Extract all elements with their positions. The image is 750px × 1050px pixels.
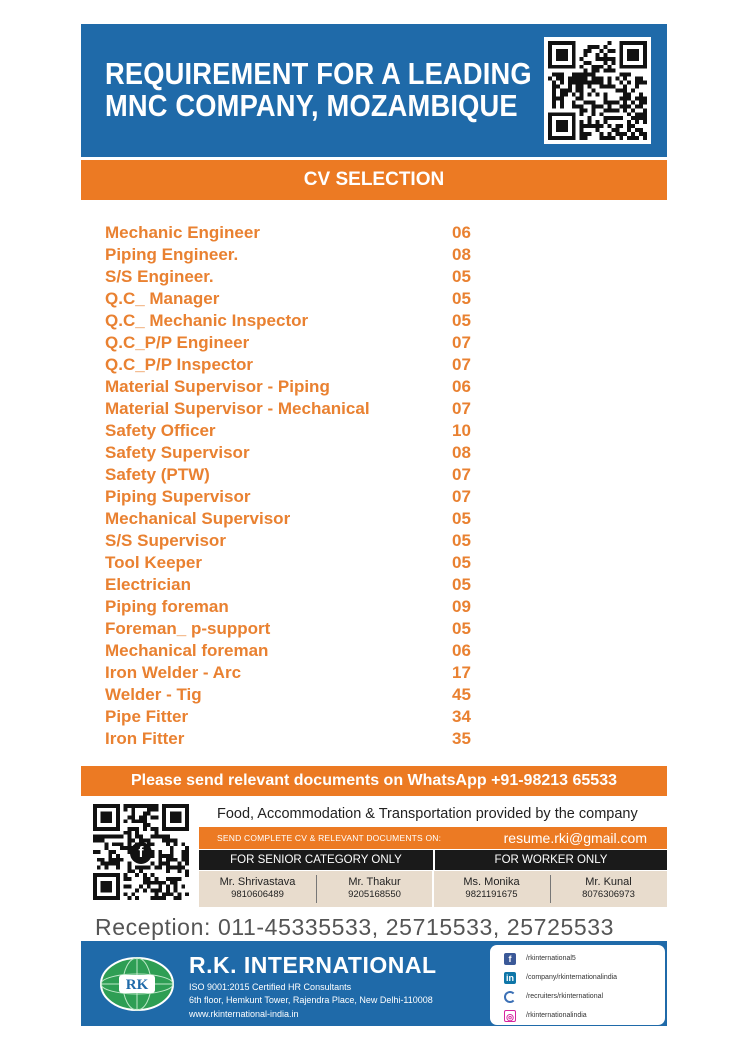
- contact-divider: [550, 875, 551, 903]
- website-link[interactable]: www.rkinternational-india.in: [189, 1009, 299, 1019]
- job-title: Mechanical Supervisor: [105, 509, 291, 528]
- contact-cell: [550, 871, 667, 907]
- send-cv-label: SEND COMPLETE CV & RELEVANT DOCUMENTS ON:: [217, 833, 442, 843]
- job-row: [105, 332, 485, 354]
- job-count: 07: [452, 355, 471, 374]
- facebook-badge-icon: f: [130, 842, 152, 864]
- facebook-icon: f: [504, 953, 516, 965]
- job-count: 07: [452, 487, 471, 506]
- job-row: [105, 464, 485, 486]
- contact-table: [199, 871, 667, 907]
- footer: [81, 941, 667, 1026]
- facebook-qr-code-icon[interactable]: [93, 804, 189, 900]
- header-title-line1: REQUIREMENT FOR A LEADING: [105, 56, 532, 91]
- job-title: Iron Fitter: [105, 729, 185, 748]
- job-row: [105, 376, 485, 398]
- job-title: S/S Engineer.: [105, 267, 214, 286]
- job-row: [105, 486, 485, 508]
- job-row: [105, 684, 485, 706]
- job-count: 06: [452, 377, 471, 396]
- whatsapp-banner: Please send relevant documents on WhatsApp +91-98213 65533: [81, 766, 667, 796]
- job-count: 08: [452, 443, 471, 462]
- job-list: [105, 222, 485, 750]
- job-title: Q.C_P/P Inspector: [105, 355, 254, 374]
- contact-name: Mr. Thakur: [348, 876, 401, 888]
- social-handle: /rkinternational5: [526, 955, 576, 962]
- send-cv-bar: [199, 827, 667, 849]
- certification-text: ISO 9001:2015 Certified HR Consultants: [189, 982, 352, 992]
- social-handle: /recruiters/rkinternational: [526, 993, 604, 1000]
- job-row: [105, 398, 485, 420]
- job-count: 07: [452, 399, 471, 418]
- contact-name: Mr. Kunal: [585, 876, 632, 888]
- job-count: 06: [452, 641, 471, 660]
- job-count: 35: [452, 729, 471, 748]
- job-count: 05: [452, 267, 471, 286]
- job-row: [105, 618, 485, 640]
- qr-code-icon[interactable]: [544, 37, 651, 144]
- job-row: [105, 574, 485, 596]
- job-title: Iron Welder - Arc: [105, 663, 242, 682]
- job-count: 05: [452, 575, 471, 594]
- worker-category-label: FOR WORKER ONLY: [494, 854, 608, 866]
- job-title: Safety Officer: [105, 421, 216, 440]
- contact-name: Mr. Shrivastava: [219, 876, 296, 888]
- contact-phone[interactable]: 9821191675: [465, 889, 518, 900]
- contact-phone[interactable]: 9205168550: [348, 889, 401, 900]
- job-row: [105, 596, 485, 618]
- job-row: [105, 288, 485, 310]
- linkedin-icon: in: [506, 973, 514, 983]
- job-title: Welder - Tig: [105, 685, 202, 704]
- job-title: S/S Supervisor: [105, 531, 226, 550]
- job-count: 05: [452, 531, 471, 550]
- job-count: 34: [452, 707, 471, 726]
- job-title: Foreman_ p-support: [105, 619, 271, 638]
- job-title: Q.C_ Mechanic Inspector: [105, 311, 309, 330]
- header-title: [105, 58, 532, 122]
- job-row: [105, 662, 485, 684]
- job-count: 05: [452, 553, 471, 572]
- contact-cell: [199, 871, 316, 907]
- job-row: [105, 266, 485, 288]
- job-row: [105, 310, 485, 332]
- job-title: Material Supervisor - Piping: [105, 377, 330, 396]
- job-title: Q.C_ Manager: [105, 289, 220, 308]
- job-row: [105, 640, 485, 662]
- job-row: [105, 552, 485, 574]
- job-row: [105, 244, 485, 266]
- job-title: Piping Supervisor: [105, 487, 251, 506]
- poster: [81, 24, 667, 1026]
- job-title: Tool Keeper: [105, 553, 202, 572]
- contact-divider: [316, 875, 317, 903]
- job-row: [105, 222, 485, 244]
- contact-name: Ms. Monika: [463, 876, 520, 888]
- job-count: 06: [452, 223, 471, 242]
- job-count: 10: [452, 421, 471, 440]
- contact-cell: [433, 871, 550, 907]
- contact-phone[interactable]: 8076306973: [582, 889, 635, 900]
- contact-cell: [316, 871, 433, 907]
- job-row: [105, 728, 485, 750]
- rk-globe-logo: [97, 956, 177, 1012]
- job-title: Electrician: [105, 575, 191, 594]
- company-name: R.K. INTERNATIONAL: [189, 952, 437, 978]
- cv-selection-band: CV SELECTION: [81, 160, 667, 200]
- job-count: 09: [452, 597, 471, 616]
- logo-text: RK: [125, 977, 149, 993]
- job-count: 07: [452, 333, 471, 352]
- job-count: 45: [452, 685, 471, 704]
- job-title: Material Supervisor - Mechanical: [105, 399, 370, 418]
- job-title: Safety (PTW): [105, 465, 210, 484]
- job-count: 05: [452, 509, 471, 528]
- job-count: 17: [452, 663, 471, 682]
- address-text: 6th floor, Hemkunt Tower, Rajendra Place, New Delhi-110008: [189, 995, 433, 1005]
- benefits-text: Food, Accommodation & Transportation provided by the company: [217, 806, 638, 822]
- job-count: 07: [452, 465, 471, 484]
- job-count: 05: [452, 311, 471, 330]
- job-title: Q.C_P/P Engineer: [105, 333, 250, 352]
- job-title: Mechanical foreman: [105, 641, 269, 660]
- instagram-icon: ◎: [504, 1010, 516, 1022]
- job-row: [105, 530, 485, 552]
- job-row: [105, 706, 485, 728]
- job-title: Safety Supervisor: [105, 443, 250, 462]
- job-title: Piping Engineer.: [105, 245, 239, 264]
- contact-phone[interactable]: 9810606489: [231, 889, 284, 900]
- job-title: Pipe Fitter: [105, 707, 189, 726]
- job-row: [105, 420, 485, 442]
- job-count: 05: [452, 619, 471, 638]
- job-count: 05: [452, 289, 471, 308]
- email-link[interactable]: resume.rki@gmail.com: [503, 830, 647, 846]
- header-banner: [81, 24, 667, 157]
- job-row: [105, 508, 485, 530]
- category-bar: [199, 850, 667, 870]
- contact-divider: [432, 871, 434, 907]
- senior-category-label: FOR SENIOR CATEGORY ONLY: [230, 854, 402, 866]
- reception-numbers: Reception: 011-45335533, 25715533, 25725533: [95, 914, 615, 940]
- header-title-line2: MNC COMPANY, MOZAMBIQUE: [105, 88, 518, 123]
- job-row: [105, 442, 485, 464]
- job-title: Piping foreman: [105, 597, 229, 616]
- job-count: 08: [452, 245, 471, 264]
- job-title: Mechanic Engineer: [105, 223, 260, 242]
- social-handle: /company/rkinternationalindia: [526, 974, 618, 981]
- job-row: [105, 354, 485, 376]
- recruiter-icon: [504, 991, 516, 1003]
- social-links-panel: [490, 945, 665, 1025]
- social-handle: /rkinternationalindia: [526, 1012, 587, 1019]
